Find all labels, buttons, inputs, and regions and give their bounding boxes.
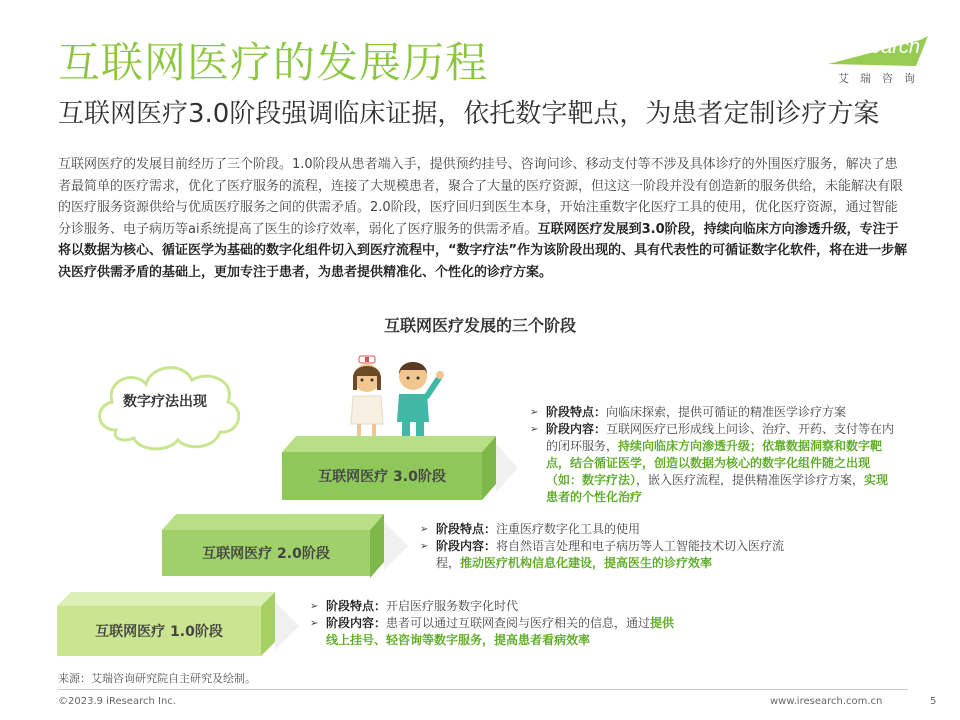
stage-1-content-row: ➢ 阶段内容：患者可以通过互联网查阅与医疗相关的信息，通过提供线上挂号、轻咨询等数字服务，提高患者看病效率 (310, 616, 675, 647)
diagram-title: 互联网医疗发展的三个阶段 (383, 316, 576, 335)
website-link[interactable]: www.iresearch.com.cn (770, 696, 883, 707)
bullet-arrow-icon: ➢ (530, 424, 539, 435)
bullet-arrow-icon: ➢ (420, 541, 429, 552)
stage-3-feature-row: ➢ 阶段特点：向临床探索，提供可循证的精准医学诊疗方案 (530, 405, 847, 419)
page-subtitle: 互联网医疗3.0阶段强调临床证据，依托数字靶点，为患者定制诊疗方案 (58, 99, 880, 129)
intro-normal-text: 互联网医疗的发展目前经历了三个阶段。1.0阶段从患者端入手，提供预约挂号、咨询问诊、移动支付等不涉及具体诊疗的外围医疗服务，解决了患者最简单的医疗需求，优化了医疗服务的流程，连接了大规模患者，聚合了大量的医疗资源，但这这一阶段并没有创造新的服务供给，未能解决有限的医疗服务资源供给与优质医疗服务之间的供需矛盾。2.0阶段，医疗回归到医生本身，开始注重数字化医疗工具的使用，优化医疗资源，通过智能分诊服务、电子病历等ai系统提高了医生的诊疗效率，弱化了医疗服务的供需矛盾。 (58, 157, 904, 237)
stage-3-label: 互联网医疗 3.0阶段 (318, 469, 446, 485)
stage-2-content-row: ➢ 阶段内容：将自然语言处理和电子病历等人工智能技术切入医疗流程，推动医疗机构信息化建设，提高医生的诊疗效率 (420, 539, 785, 570)
cloud-label: 数字疗法出现 (123, 394, 207, 410)
page-number: 5 (930, 696, 937, 707)
stage-1-label: 互联网医疗 1.0阶段 (95, 624, 223, 640)
iresearch-logo (820, 32, 930, 85)
logo-sub-text: 艾瑞咨询 (838, 72, 926, 85)
stage-3-description (530, 404, 900, 506)
bullet-arrow-icon: ➢ (310, 601, 319, 612)
bullet-arrow-icon: ➢ (310, 618, 319, 629)
stage-2-box (162, 530, 370, 576)
stage-2-feature-row: ➢ 阶段特点：注重医疗数字化工具的使用 (420, 522, 641, 536)
footer-divider (58, 689, 908, 690)
stage-1-feature-row: ➢ 阶段特点：开启医疗服务数字化时代 (310, 599, 519, 613)
intro-bold-text: 互联网医疗发展到3.0阶段，持续向临床方向渗透升级，专注于将以数据为核心、循证医学为基础的数字化组件切入到医疗流程中，“数字疗法”作为该阶段出现的、具有代表性的可循证数字化软件，将在进一步解决医疗供需矛盾的基础上，更加专注于患者，为患者提供精准化、个性化的诊疗方案。 (58, 221, 908, 280)
stage-2-description (420, 521, 790, 572)
stage-1-box (57, 606, 261, 656)
doctor-nurse-illustration-icon (345, 350, 445, 450)
stage-2-label: 互联网医疗 2.0阶段 (202, 546, 330, 562)
page-title: 互联网医疗的发展历程 (58, 38, 489, 87)
stage-3-content-row: ➢ 阶段内容：互联网医疗已形成线上问诊、治疗、开药、支付等在内的闭环服务，持续向临床方向渗透升级；依靠数据洞察和数字靶点，结合循证医学，创造以数据为核心的数字化组件随之出现（如：数字疗法），嵌入医疗流程，提供精准医学诊疗方案，实现患者的个性化治疗 (530, 422, 895, 504)
stage-1-description (310, 598, 680, 649)
stage-3-box (282, 452, 482, 500)
source-note: 来源：艾瑞咨询研究院自主研究及绘制。 (58, 672, 256, 685)
copyright-text: ©2023.9 iResearch Inc. (58, 696, 176, 707)
intro-paragraph (58, 154, 908, 284)
logo-brand-text: iResearch (830, 36, 921, 58)
bullet-arrow-icon: ➢ (420, 524, 429, 535)
bullet-arrow-icon: ➢ (530, 407, 539, 418)
